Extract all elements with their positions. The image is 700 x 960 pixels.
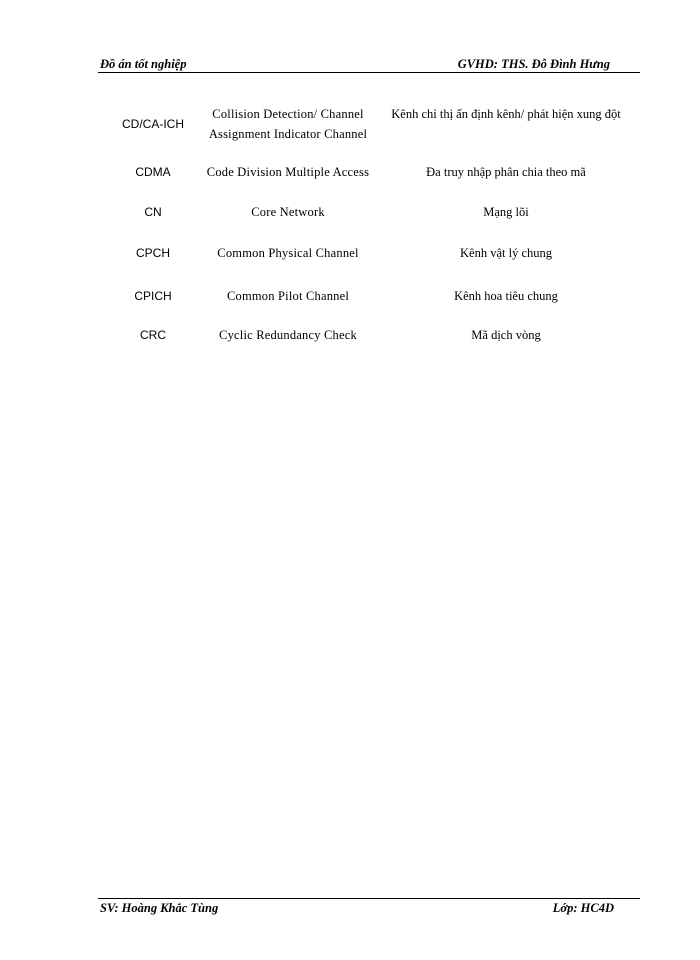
glossary-abbreviation: CDMA bbox=[135, 165, 171, 179]
glossary-vietnamese-term: Kênh hoa tiêu chung bbox=[454, 289, 558, 303]
glossary-vietnamese-term: Mạng lõi bbox=[483, 205, 529, 219]
glossary-abbreviation: CD/CA-ICH bbox=[122, 117, 184, 131]
glossary-vietnamese-term: Đa truy nhập phân chia theo mã bbox=[426, 165, 586, 179]
glossary-vietnamese-term: Mã dịch vòng bbox=[471, 328, 541, 342]
glossary-english-term: Cyclic Redundancy Check bbox=[219, 328, 357, 342]
page-footer bbox=[98, 898, 640, 915]
glossary-abbreviation: CPICH bbox=[134, 289, 172, 303]
header-supervisor: GVHD: THS. Đỗ Đình Hưng bbox=[457, 57, 610, 71]
glossary-english-term: Common Physical Channel bbox=[217, 246, 359, 260]
glossary-vietnamese-term: Kênh chỉ thị ấn định kênh/ phát hiện xung đột bbox=[391, 107, 621, 121]
footer-student-name: SV: Hoàng Khắc Tùng bbox=[100, 901, 219, 915]
footer-class: Lớp: HC4D bbox=[552, 901, 614, 915]
glossary-english-term: Collision Detection/ Channel Assignment Indicator Channel bbox=[208, 107, 368, 141]
glossary-english-term: Code Division Multiple Access bbox=[206, 165, 370, 179]
glossary-abbreviation: CPCH bbox=[135, 246, 170, 260]
glossary-vietnamese-term: Kênh vật lý chung bbox=[460, 246, 552, 260]
glossary-abbreviation: CN bbox=[144, 205, 162, 219]
glossary-abbreviation: CRC bbox=[140, 328, 166, 342]
header-thesis-label: Đồ án tốt nghiệp bbox=[100, 57, 187, 71]
glossary-english-term: Common Pilot Channel bbox=[226, 289, 350, 303]
glossary-english-term: Core Network bbox=[251, 205, 325, 219]
page-header bbox=[98, 56, 640, 73]
